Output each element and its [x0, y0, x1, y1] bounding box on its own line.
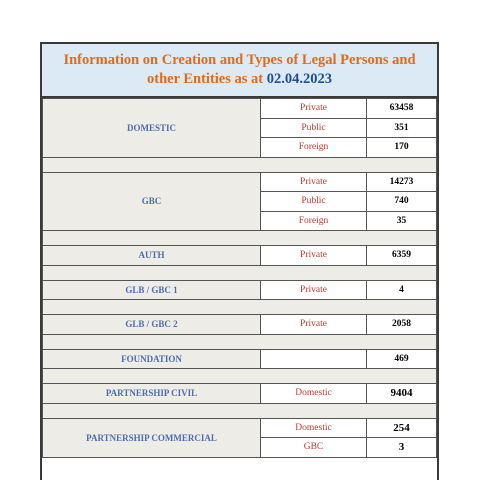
- entity-cell: GLB / GBC 2: [43, 315, 261, 335]
- spacer-cell: [43, 334, 437, 349]
- value-cell: 9404: [367, 384, 437, 404]
- type-cell: Domestic: [261, 384, 367, 404]
- value-cell: 740: [367, 192, 437, 212]
- spacer-row: [43, 334, 437, 349]
- value-cell: 469: [367, 349, 437, 369]
- title-line-1: Information on Creation and Types of Legal Persons and: [63, 52, 416, 68]
- value-cell: 2058: [367, 315, 437, 335]
- entity-cell: DOMESTIC: [43, 99, 261, 158]
- type-cell: GBC: [261, 438, 367, 458]
- spacer-cell: [43, 403, 437, 418]
- type-cell: Public: [261, 118, 367, 138]
- spacer-row: [43, 265, 437, 280]
- table-row: [43, 349, 437, 369]
- type-cell: Private: [261, 99, 367, 119]
- value-cell: 170: [367, 138, 437, 158]
- value-cell: 3: [367, 438, 437, 458]
- type-cell: Foreign: [261, 138, 367, 158]
- type-cell: Private: [261, 280, 367, 300]
- entity-cell: PARTNERSHIP CIVIL: [43, 384, 261, 404]
- entity-cell: FOUNDATION: [43, 349, 261, 369]
- type-cell: Foreign: [261, 211, 367, 231]
- type-cell: Private: [261, 172, 367, 192]
- table-row: [43, 280, 437, 300]
- spacer-cell: [43, 300, 437, 315]
- page-title: [63, 51, 415, 89]
- table-row: [43, 418, 437, 438]
- type-cell: Private: [261, 315, 367, 335]
- value-cell: 4: [367, 280, 437, 300]
- spacer-row: [43, 403, 437, 418]
- value-cell: 351: [367, 118, 437, 138]
- value-cell: 6359: [367, 246, 437, 266]
- type-cell: Private: [261, 246, 367, 266]
- spacer-cell: [43, 265, 437, 280]
- value-cell: 254: [367, 418, 437, 438]
- type-cell: Public: [261, 192, 367, 212]
- table-row: [43, 99, 437, 119]
- entity-table: [42, 98, 437, 458]
- entity-cell: GBC: [43, 172, 261, 231]
- legal-persons-sheet: [40, 42, 439, 480]
- entity-cell: AUTH: [43, 246, 261, 266]
- spacer-cell: [43, 369, 437, 384]
- table-row: [43, 315, 437, 335]
- title-box: [42, 44, 437, 98]
- spacer-row: [43, 157, 437, 172]
- table-row: [43, 172, 437, 192]
- spacer-cell: [43, 157, 437, 172]
- value-cell: 63458: [367, 99, 437, 119]
- entity-cell: GLB / GBC 1: [43, 280, 261, 300]
- title-line-2: other Entities as at: [146, 71, 267, 87]
- table-row: [43, 384, 437, 404]
- value-cell: 35: [367, 211, 437, 231]
- type-cell: Domestic: [261, 418, 367, 438]
- table-row: [43, 246, 437, 266]
- entity-table-body: [43, 99, 437, 458]
- entity-cell: PARTNERSHIP COMMERCIAL: [43, 418, 261, 457]
- spacer-row: [43, 300, 437, 315]
- value-cell: 14273: [367, 172, 437, 192]
- spacer-row: [43, 369, 437, 384]
- title-date: 02.04.2023: [266, 71, 332, 87]
- type-cell: [261, 349, 367, 369]
- spacer-cell: [43, 231, 437, 246]
- spacer-row: [43, 231, 437, 246]
